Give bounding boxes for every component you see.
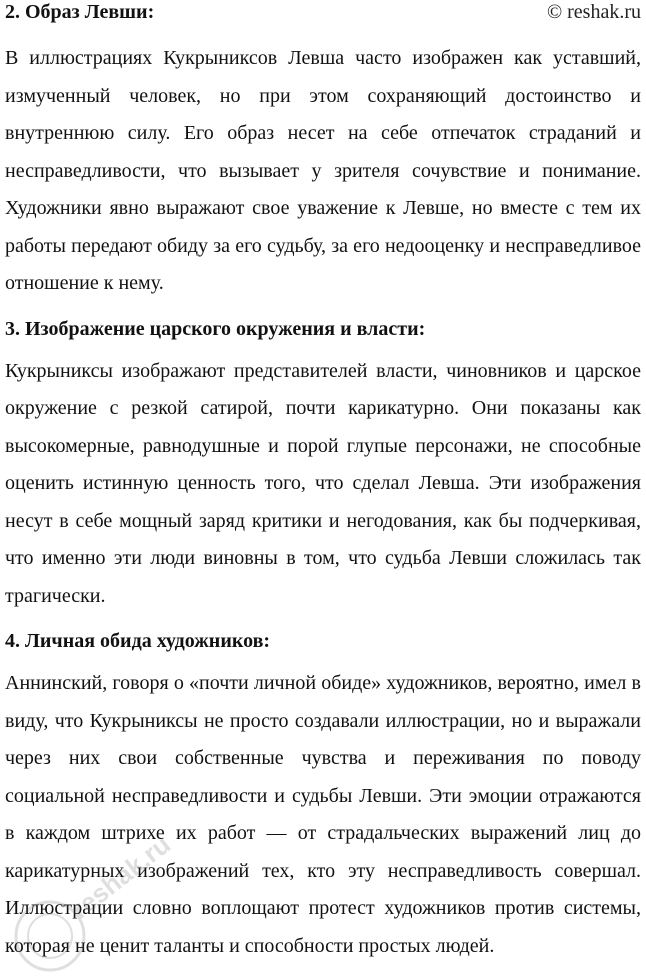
stamp-text: reshak.ru (65, 829, 176, 925)
section-text-tsar-power: Кукрыниксы изображают представителей власти, чиновников и царское окружение с резкой сатирой, почти карикатурно. Они показаны как высокомерные, равнодушные и порой глупые персонажи, не способные оценить истинную ценность того, что сделал Левша. Эти изображения несут в себе мощный заряд критики и негодования, как бы подчеркивая, что именно эти люди виновны в том, что судьба Левши сложилась так трагически. (5, 359, 641, 607)
section-text-artists-offense: Аннинский, говоря о «почти личной обиде» художников, вероятно, имел в виду, что Кукрыниксы не просто создавали иллюстрации, но и выражали через них свои собственные чувства и переживания по поводу социальной несправедливости и судьбы Левши. Эти эмоции отражаются в каждом штрихе их работ — от страдальческих выражений лиц до карикатурных изображений тех, кто эту несправедливость совершал. Иллюстрации словно воплощают протест художников против системы, которая не ценит таланты и способности простых людей. (5, 672, 641, 957)
document-page (5, 0, 641, 965)
header-row (5, 0, 641, 24)
site-watermark: © reshak.ru (546, 1, 641, 23)
section-heading-tsar-power: 3. Изображение царского окружения и власти: (5, 317, 426, 340)
section-heading-artists-offense: 4. Личная обида художников: (5, 630, 271, 652)
section-heading-levsha-image: 2. Образ Левши: (5, 1, 155, 23)
section-text-levsha-image: В иллюстрациях Кукрыниксов Левша часто изображен как уставший, измученный человек, но при этом сохраняющий достоинство и внутреннюю силу. Его образ несет на себе отпечаток страданий и несправедливости, что вызывает у зрителя сочувствие и понимание. Художники явно выражают свое уважение к Левше, но вместе с тем их работы передают обиду за его судьбу, за его недооценку и несправедливое отношение к нему. (5, 47, 641, 294)
